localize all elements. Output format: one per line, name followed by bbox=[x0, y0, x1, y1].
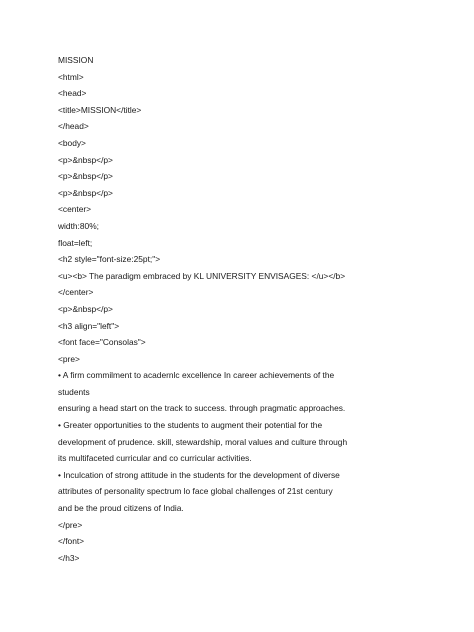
text-line: <font face="Consolas"> bbox=[58, 337, 146, 348]
text-line: <p>&nbsp</p> bbox=[58, 187, 113, 198]
text-line: <center> bbox=[58, 204, 92, 215]
text-line: width:80%; bbox=[58, 220, 99, 231]
text-line: </center> bbox=[58, 287, 94, 298]
text-line: <html> bbox=[58, 71, 84, 82]
text-line: students bbox=[58, 386, 90, 397]
text-line: • Inculcation of strong attitude in the students for the development of diverse bbox=[58, 469, 340, 480]
text-line: <h2 style="font-size:25pt;"> bbox=[58, 254, 161, 265]
text-line: and be the proud citizens of India. bbox=[58, 503, 184, 514]
text-line: </pre> bbox=[58, 519, 83, 530]
text-line: attributes of personality spectrum lo face global challenges of 21st century bbox=[58, 486, 333, 497]
text-line: <p>&nbsp</p> bbox=[58, 154, 113, 165]
text-line: • Greater opportunities to the students to augment their potential for the bbox=[58, 420, 323, 431]
text-line: <head> bbox=[58, 88, 87, 99]
text-line: development of prudence. skill, stewardship, moral values and culture through bbox=[58, 436, 348, 447]
text-line: <body> bbox=[58, 137, 86, 148]
text-line: </font> bbox=[58, 536, 85, 547]
text-line: <p>&nbsp</p> bbox=[58, 303, 113, 314]
text-line: <p>&nbsp</p> bbox=[58, 171, 113, 182]
text-line: </h3> bbox=[58, 552, 80, 563]
text-line: float=left; bbox=[58, 237, 93, 248]
document-body bbox=[58, 52, 448, 566]
text-line: </head> bbox=[58, 121, 89, 132]
text-line: <pre> bbox=[58, 353, 80, 364]
text-line: its multifaceted curricular and co curricular activities. bbox=[58, 453, 252, 464]
text-line: ensuring a head start on the track to success. through pragmatic approaches. bbox=[58, 403, 346, 414]
text-line: <u><b> The paradigm embraced by KL UNIVERSITY ENVISAGES: </u></b> bbox=[58, 270, 346, 281]
text-line: <h3 align="left"> bbox=[58, 320, 120, 331]
text-line: • A firm commilment to acadernlc excellence In career achievements of the bbox=[58, 370, 335, 381]
text-line: <title>MISSION</title> bbox=[58, 104, 142, 115]
text-line: MISSION bbox=[58, 55, 94, 65]
